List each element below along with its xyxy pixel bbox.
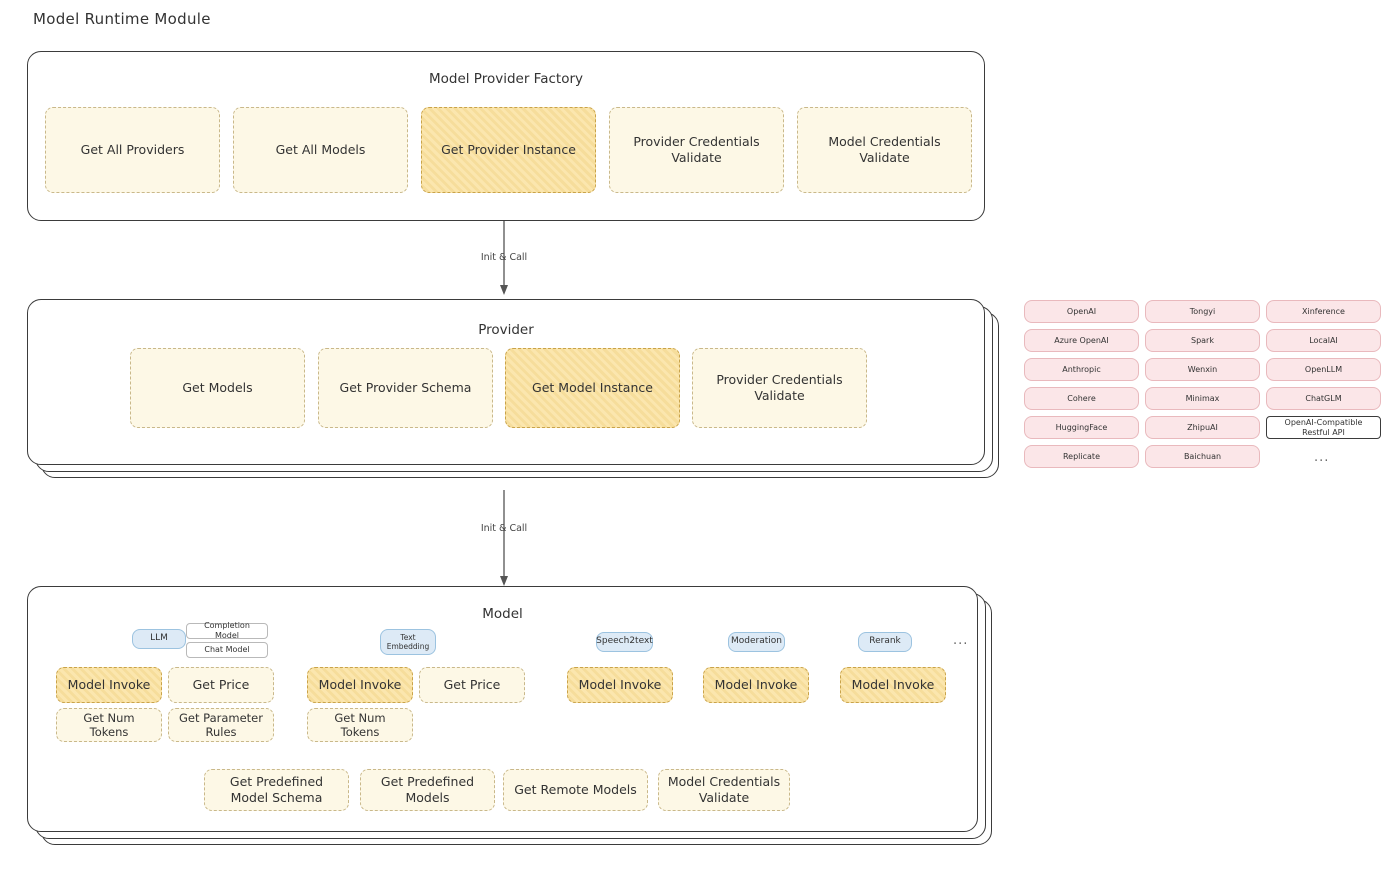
provider-get-provider-schema[interactable]: Get Provider Schema xyxy=(318,348,493,428)
provider-list-ellipsis: ... xyxy=(1314,450,1330,465)
arrow-provider-to-model xyxy=(498,490,512,590)
model-provider-factory-panel xyxy=(27,51,985,221)
embedding-get-price[interactable]: Get Price xyxy=(419,667,525,703)
model-type-text-embedding[interactable]: Text Embedding xyxy=(380,629,436,655)
page-title: Model Runtime Module xyxy=(33,10,211,28)
model-type-llm[interactable]: LLM xyxy=(132,629,186,649)
llm-get-price[interactable]: Get Price xyxy=(168,667,274,703)
provider-chip-zhipuai[interactable]: ZhipuAI xyxy=(1145,416,1260,439)
model-subtype-chat-model[interactable]: Chat Model xyxy=(186,642,268,658)
rerank-model-invoke[interactable]: Model Invoke xyxy=(840,667,946,703)
model-title: Model xyxy=(482,606,523,622)
provider-chip-openai[interactable]: OpenAI xyxy=(1024,300,1139,323)
provider-chip-spark[interactable]: Spark xyxy=(1145,329,1260,352)
provider-chip-wenxin[interactable]: Wenxin xyxy=(1145,358,1260,381)
model-type-speech2text[interactable]: Speech2text xyxy=(596,632,653,652)
embedding-model-invoke[interactable]: Model Invoke xyxy=(307,667,413,703)
llm-model-invoke[interactable]: Model Invoke xyxy=(56,667,162,703)
embedding-get-num-tokens[interactable]: Get Num Tokens xyxy=(307,708,413,742)
model-provider-factory-title: Model Provider Factory xyxy=(428,71,583,87)
provider-get-models[interactable]: Get Models xyxy=(130,348,305,428)
provider-chip-baichuan[interactable]: Baichuan xyxy=(1145,445,1260,468)
common-model-credentials-validate[interactable]: Model Credentials Validate xyxy=(658,769,790,811)
provider-panel xyxy=(27,299,985,465)
factory-get-all-providers[interactable]: Get All Providers xyxy=(45,107,220,193)
provider-chip-cohere[interactable]: Cohere xyxy=(1024,387,1139,410)
provider-chip-huggingface[interactable]: HuggingFace xyxy=(1024,416,1139,439)
provider-get-model-instance[interactable]: Get Model Instance xyxy=(505,348,680,428)
factory-provider-credentials-validate[interactable]: Provider Credentials Validate xyxy=(609,107,784,193)
model-type-moderation[interactable]: Moderation xyxy=(728,632,785,652)
common-get-remote-models[interactable]: Get Remote Models xyxy=(503,769,648,811)
factory-get-all-models[interactable]: Get All Models xyxy=(233,107,408,193)
common-get-predefined-model-schema[interactable]: Get Predefined Model Schema xyxy=(204,769,349,811)
model-types-ellipsis: ... xyxy=(953,633,969,648)
common-get-predefined-models[interactable]: Get Predefined Models xyxy=(360,769,495,811)
provider-chip-anthropic[interactable]: Anthropic xyxy=(1024,358,1139,381)
provider-chip-openai-compatible-restful-api[interactable]: OpenAI-Compatible Restful API xyxy=(1266,416,1381,439)
provider-title: Provider xyxy=(478,322,534,338)
model-type-rerank[interactable]: Rerank xyxy=(858,632,912,652)
provider-chip-localai[interactable]: LocalAI xyxy=(1266,329,1381,352)
provider-chip-replicate[interactable]: Replicate xyxy=(1024,445,1139,468)
model-subtype-completion-model[interactable]: Completion Model xyxy=(186,623,268,639)
provider-chip-openllm[interactable]: OpenLLM xyxy=(1266,358,1381,381)
provider-chip-tongyi[interactable]: Tongyi xyxy=(1145,300,1260,323)
arrow-label-init-call-1: Init & Call xyxy=(480,252,528,263)
moderation-model-invoke[interactable]: Model Invoke xyxy=(703,667,809,703)
provider-credentials-validate[interactable]: Provider Credentials Validate xyxy=(692,348,867,428)
llm-get-parameter-rules[interactable]: Get Parameter Rules xyxy=(168,708,274,742)
model-panel xyxy=(27,586,978,832)
provider-chip-xinference[interactable]: Xinference xyxy=(1266,300,1381,323)
factory-get-provider-instance[interactable]: Get Provider Instance xyxy=(421,107,596,193)
factory-model-credentials-validate[interactable]: Model Credentials Validate xyxy=(797,107,972,193)
llm-get-num-tokens[interactable]: Get Num Tokens xyxy=(56,708,162,742)
provider-chip-minimax[interactable]: Minimax xyxy=(1145,387,1260,410)
provider-chip-chatglm[interactable]: ChatGLM xyxy=(1266,387,1381,410)
speech2text-model-invoke[interactable]: Model Invoke xyxy=(567,667,673,703)
provider-chip-azure-openai[interactable]: Azure OpenAI xyxy=(1024,329,1139,352)
arrow-label-init-call-2: Init & Call xyxy=(480,523,528,534)
